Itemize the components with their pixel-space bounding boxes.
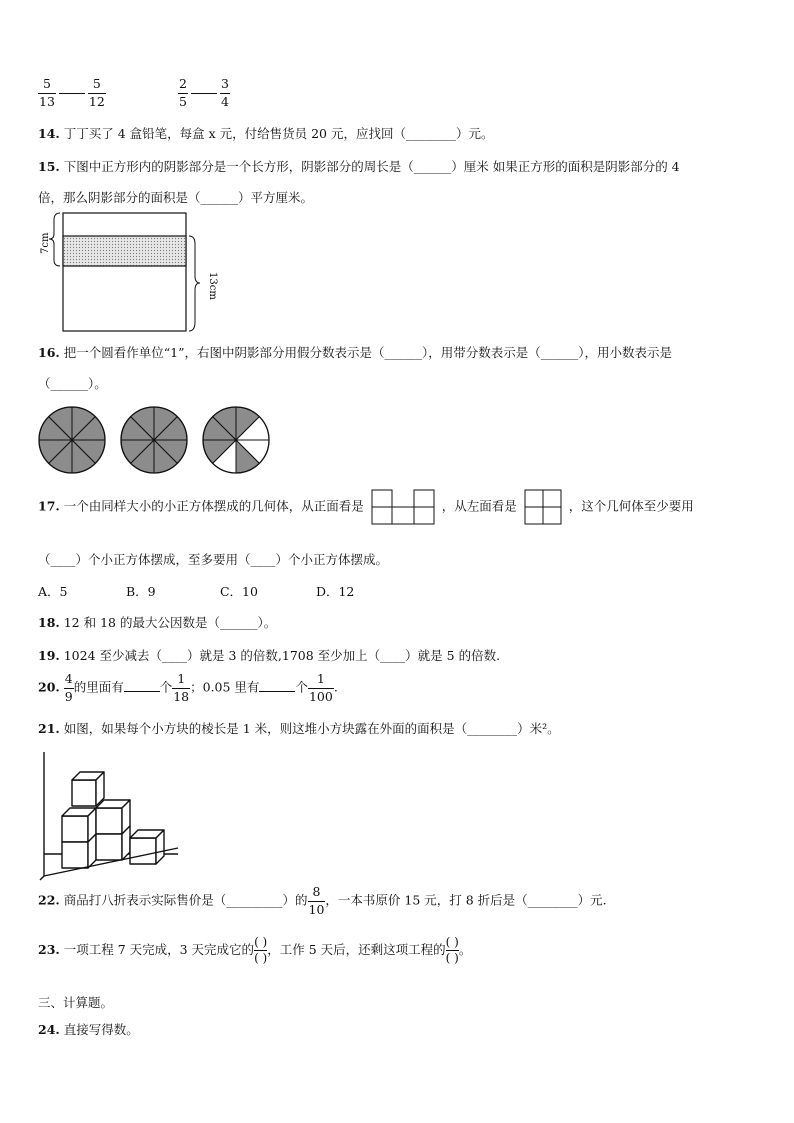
question-24: 24. 直接写得数。 — [38, 1022, 139, 1037]
answer-blank[interactable] — [124, 691, 160, 692]
section-heading: 三、计算题。 — [38, 995, 114, 1010]
question-23: 23. 一项工程 7 天完成，3 天完成它的 ( ) ( ) ，工作 5 天后，还剩这项工程的 ( ) ( ) 。 — [38, 935, 472, 966]
question-16-line2: （______）。 — [38, 376, 107, 391]
fraction: $\frac{3}{4}$ — [220, 76, 229, 109]
answer-blank[interactable] — [59, 93, 85, 94]
question-text: 下图中正方形内的阴影部分是一个长方形，阴影部分的周长是（______）厘米 如果正方形的面积是阴影部分的 4 — [63, 159, 680, 174]
option-b[interactable]: B．9 — [125, 584, 156, 599]
label-13cm: 13cm — [207, 272, 218, 300]
compare-pair-1 — [38, 78, 106, 108]
answer-blank[interactable] — [191, 93, 217, 94]
fraction-circle — [203, 407, 269, 473]
question-15-line2: 倍，那么阴影部分的面积是（______）平方厘米。 — [38, 190, 314, 205]
front-view-figure — [370, 488, 436, 526]
fraction: $\frac{1}{100}$ — [308, 671, 333, 704]
fraction: $\frac{1}{18}$ — [173, 671, 190, 704]
question-22: 22. 商品打八折表示实际售价是（_________）的 $\frac{8}{10}$ ，一本书原价 15 元，打 8 折后是（________）元. — [38, 884, 607, 917]
fraction: $\frac{8}{10}$ — [308, 884, 325, 917]
circles-figure — [36, 404, 276, 476]
fraction-circle — [39, 407, 105, 473]
question-text: 12 和 18 的最大公因数是（______）。 — [63, 615, 277, 630]
question-17-line2: （____）个小正方体摆成，至多要用（____）个小正方体摆成。 — [38, 552, 389, 567]
question-text: 丁丁买了 4 盒铅笔，每盒 x 元，付给售货员 20 元，应找回（________）元。 — [63, 126, 494, 141]
square-with-shaded-rectangle-figure — [36, 210, 216, 334]
question-text: 直接写得数。 — [63, 1022, 139, 1037]
answer-blank[interactable] — [259, 691, 295, 692]
option-a[interactable]: A．5 — [38, 584, 68, 599]
square — [63, 213, 186, 331]
option-d[interactable]: D．12 — [315, 584, 355, 599]
question-text: 1024 至少减去（____）就是 3 的倍数,1708 至少加上（____）就是 5 的倍数. — [63, 648, 501, 663]
left-view-figure — [523, 488, 563, 526]
stacked-cubes-figure — [38, 748, 188, 884]
brace-right — [189, 236, 200, 331]
question-14: 14. 丁丁买了 4 盒铅笔，每盒 x 元，付给售货员 20 元，应找回（________）元。 — [38, 126, 494, 141]
blank-fraction[interactable]: ( ) ( ) — [445, 935, 459, 966]
question-19: 19. 1024 至少减去（____）就是 3 的倍数,1708 至少加上（____）就是 5 的倍数. — [38, 648, 501, 663]
question-17: 17. 一个由同样大小的小正方体摆成的几何体，从正面看是 ，从左面看是 ，这个几何体至少要用 — [38, 488, 694, 526]
fraction-circle — [121, 407, 187, 473]
question-18: 18. 12 和 18 的最大公因数是（______）。 — [38, 615, 277, 630]
label-7cm: 7cm — [40, 232, 51, 254]
option-c[interactable]: C．10 — [219, 584, 258, 599]
question-16: 16. 把一个圆看作单位“1”，右图中阴影部分用假分数表示是（______），用带分数表示是（______），用小数表示是 — [38, 345, 672, 360]
question-20: 20. $\frac{4}{9}$ 的里面有 个 $\frac{1}{18}$ ；0.05 里有 个 $\frac{1}{100}$ . — [38, 671, 338, 704]
question-17-options — [38, 582, 354, 600]
question-text: 如图，如果每个小方块的棱长是 1 米，则这堆小方块露在外面的面积是（________）米²。 — [63, 721, 560, 736]
blank-fraction[interactable]: ( ) ( ) — [254, 935, 268, 966]
fraction: $\frac{5}{13}$ — [39, 76, 55, 109]
fraction: $\frac{4}{9}$ — [64, 671, 73, 704]
compare-pair-2 — [178, 78, 230, 108]
shaded-rectangle — [63, 236, 186, 266]
fraction: $\frac{2}{5}$ — [179, 76, 187, 109]
question-text: 把一个圆看作单位“1”，右图中阴影部分用假分数表示是（______），用带分数表示是（______），用小数表示是 — [63, 345, 672, 360]
fraction: $\frac{5}{12}$ — [88, 76, 105, 109]
question-15: 15. 下图中正方形内的阴影部分是一个长方形，阴影部分的周长是（______）厘米 如果正方形的面积是阴影部分的 4 — [38, 159, 680, 174]
question-21: 21. 如图，如果每个小方块的棱长是 1 米，则这堆小方块露在外面的面积是（________）米²。 — [38, 721, 560, 736]
